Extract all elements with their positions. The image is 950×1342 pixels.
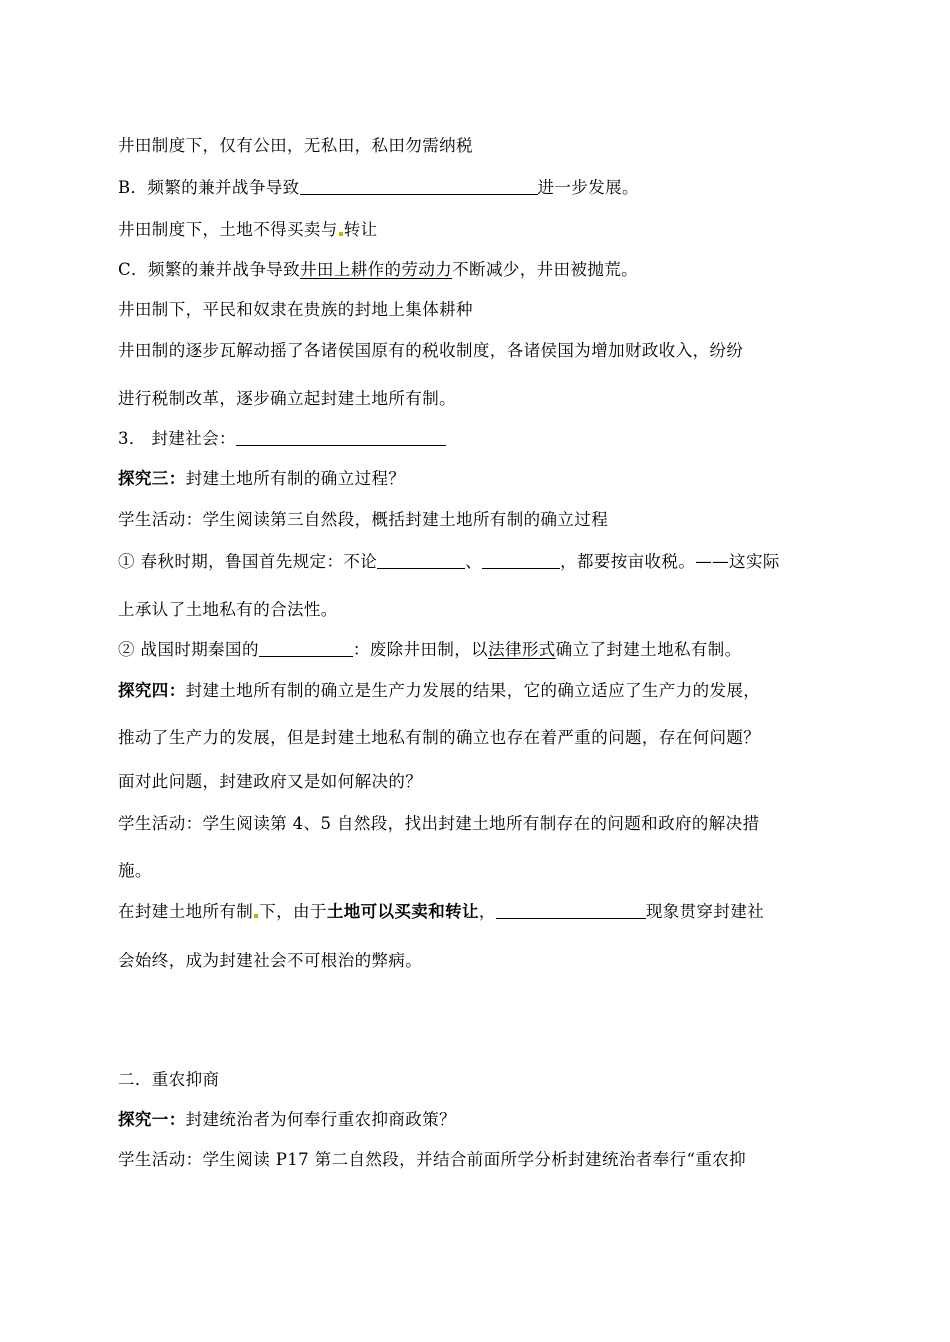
text-line-8: [118, 429, 446, 449]
line19-sep: ，: [478, 902, 496, 921]
fill-blank[interactable]: [300, 178, 538, 195]
line13-part-a: ② 战国时期秦国的: [118, 640, 259, 659]
bold-phrase: 土地可以买卖和转让: [326, 902, 479, 921]
text-line-6: 井田制的逐步瓦解动摇了各诸侯国原有的税收制度，各诸侯国为增加财政收入，纷纷: [118, 341, 744, 360]
line3-part-b: 转让: [343, 220, 378, 239]
line8-label: 3． 封建社会：: [118, 429, 236, 448]
fill-blank[interactable]: [496, 902, 646, 919]
text-line-9: [118, 469, 405, 489]
text-line-4: [118, 260, 638, 280]
fill-blank[interactable]: [482, 552, 560, 569]
fill-blank[interactable]: [377, 552, 465, 569]
line19-part-b: 下，由于: [259, 902, 327, 921]
text-line-7: 进行税制改革，逐步确立起封建土地所有制。: [118, 389, 456, 408]
marker-dot: [254, 914, 258, 918]
text-line-22: [118, 1110, 456, 1130]
line4-part-b: 不断减少，井田被抛荒。: [452, 260, 639, 279]
line19-part-a: 在封建土地所有制: [118, 902, 254, 921]
section-heading-4: 探究四：: [118, 681, 186, 700]
text-line-10: 学生活动：学生阅读第三自然段，概括封建土地所有制的确立过程: [118, 510, 609, 529]
text-line-17: 学生活动：学生阅读第 4、5 自然段，找出封建土地所有制存在的问题和政府的解决措: [118, 814, 760, 833]
underlined-term: 法律形式: [488, 640, 556, 659]
text-line-20: 会始终，成为封建社会不可根治的弊病。: [118, 951, 423, 970]
fill-blank[interactable]: [259, 640, 353, 657]
text-line-14: [118, 681, 760, 701]
line13-part-b: ：废除井田制，以: [352, 640, 489, 659]
line19-part-c: 现象贯穿封建社: [645, 902, 765, 921]
text-line-13: [118, 640, 742, 660]
text-line-18: 施。: [118, 861, 152, 880]
line13-part-c: 确立了封建土地私有制。: [555, 640, 742, 659]
line3-part-a: 井田制度下，土地不得买卖与: [118, 220, 338, 239]
text-line-12: 上承认了土地私有的合法性。: [118, 600, 338, 619]
text-line-15: 推动了生产力的发展，但是封建土地私有制的确立也存在着严重的问题，存在何问题？: [118, 728, 761, 747]
text-line-19: [118, 902, 764, 922]
text-line-1: 井田制度下，仅有公田，无私田，私田勿需纳税: [118, 136, 473, 155]
text-line-11: [118, 552, 780, 572]
section-heading-explore-1: 探究一：: [118, 1110, 186, 1129]
marker-dot: [339, 232, 343, 236]
line2-part-b: 进一步发展。: [537, 178, 639, 197]
line4-part-a: C．频繁的兼并战争导致: [118, 260, 301, 279]
line9-question: 封建土地所有制的确立过程？: [185, 469, 406, 488]
line11-sep: 、: [465, 552, 483, 571]
section-title-2: 二．重农抑商: [118, 1070, 220, 1089]
line14-text: 封建土地所有制的确立是生产力发展的结果，它的确立适应了生产力的发展，: [185, 681, 761, 700]
text-line-23: 学生活动：学生阅读 P17 第二自然段，并结合前面所学分析封建统治者奉行“重农抑: [118, 1150, 747, 1169]
section-heading-3: 探究三：: [118, 469, 186, 488]
underlined-answer: 井田上耕作的劳动力: [300, 260, 453, 279]
text-line-2: [118, 178, 639, 198]
line22-question: 封建统治者为何奉行重农抑商政策？: [185, 1110, 457, 1129]
fill-blank[interactable]: [236, 429, 446, 446]
line11-part-a: ① 春秋时期，鲁国首先规定：不论: [118, 552, 378, 571]
text-line-3: [118, 220, 378, 240]
text-line-16: 面对此问题，封建政府又是如何解决的？: [118, 772, 423, 791]
line2-part-a: B．频繁的兼并战争导致: [118, 178, 300, 197]
text-line-5: 井田制下，平民和奴隶在贵族的封地上集体耕种: [118, 300, 473, 319]
line11-part-b: ，都要按亩收税。——这实际: [560, 552, 780, 571]
